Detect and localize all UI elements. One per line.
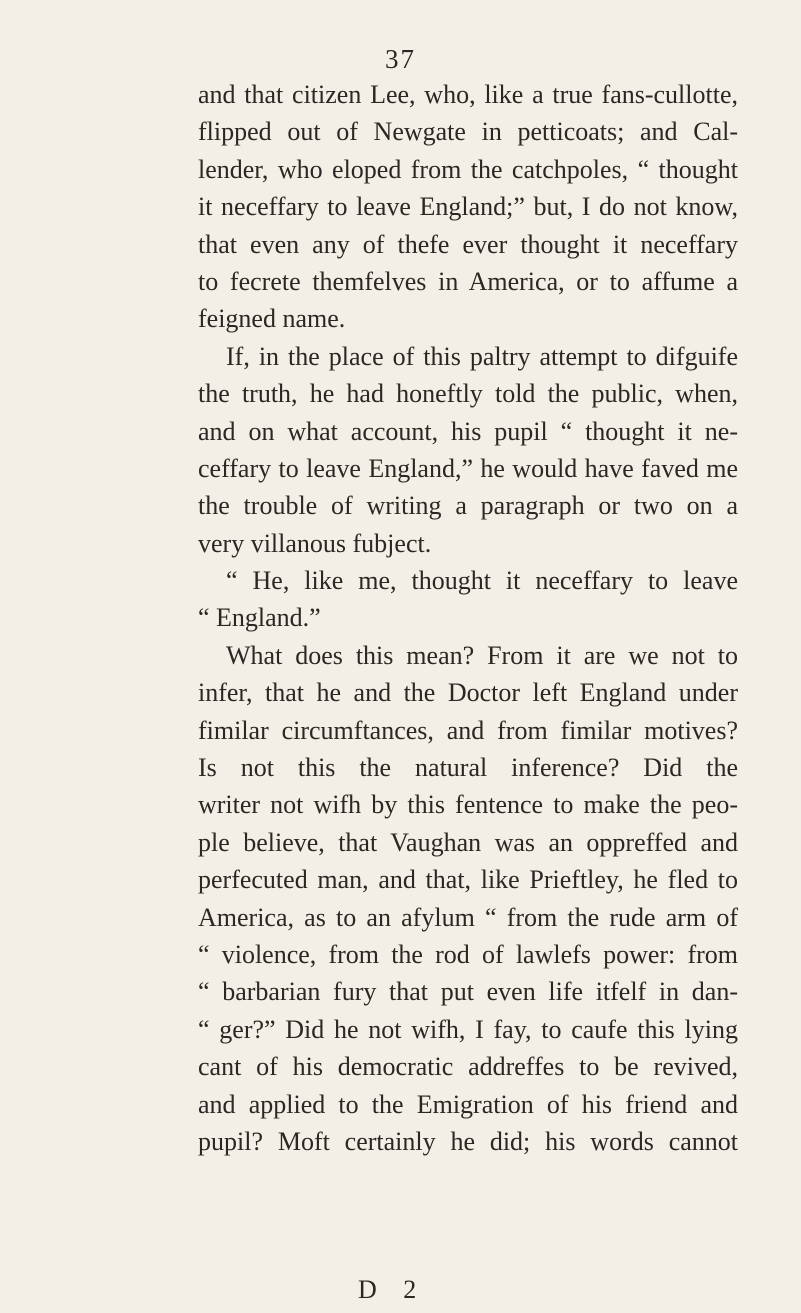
text-line: perfecuted man, and that, like Prieftley, he fled to bbox=[198, 865, 738, 895]
text-line: that even any of thefe ever thought it neceffary bbox=[198, 229, 738, 259]
paragraph bbox=[198, 76, 738, 338]
text-line: the truth, he had honeftly told the public, when, bbox=[198, 379, 738, 409]
text-line: and that citizen Lee, who, like a true fans-cullotte, bbox=[198, 80, 738, 109]
text-line: What does this mean? From it are we not to bbox=[226, 640, 738, 670]
text-line: “ barbarian fury that put even life itfelf in dan- bbox=[198, 977, 738, 1007]
text-line: feigned name. bbox=[198, 304, 346, 334]
paragraph bbox=[198, 637, 738, 1160]
text-line: flipped out of Newgate in petticoats; and Cal- bbox=[198, 117, 738, 147]
text-line: If, in the place of this paltry attempt to difguife bbox=[226, 341, 738, 371]
text-line: “ violence, from the rod of lawlefs power: from bbox=[198, 939, 738, 969]
text-line: fimilar circumftances, and from fimilar motives? bbox=[198, 715, 738, 745]
text-line: ple believe, that Vaughan was an oppreffed and bbox=[198, 827, 738, 857]
text-line: ceffary to leave England,” he would have faved me bbox=[198, 453, 738, 483]
text-line: pupil? Moft certainly he did; his words cannot bbox=[198, 1126, 738, 1156]
text-line: lender, who eloped from the catchpoles, “ thought bbox=[198, 154, 738, 184]
text-line: the trouble of writing a paragraph or two on a bbox=[198, 491, 738, 521]
text-line: very villanous fubject. bbox=[198, 528, 432, 558]
text-line: and applied to the Emigration of his friend and bbox=[198, 1089, 738, 1119]
text-line: to fecrete themfelves in America, or to affume a bbox=[198, 266, 738, 296]
text-line: it neceffary to leave England;” but, I do not know, bbox=[198, 192, 738, 222]
page-number: 37 bbox=[385, 44, 416, 74]
text-line: “ England.” bbox=[198, 603, 321, 633]
text-line: and on what account, his pupil “ thought it ne- bbox=[198, 416, 738, 446]
text-line: writer not wifh by this fentence to make the peo- bbox=[198, 790, 738, 820]
body-text bbox=[198, 76, 738, 1160]
paragraph bbox=[198, 562, 738, 637]
text-line: Is not this the natural inference? Did the bbox=[198, 753, 738, 783]
text-line: cant of his democratic addreffes to be revived, bbox=[198, 1052, 738, 1082]
text-line: America, as to an afylum “ from the rude arm of bbox=[198, 902, 738, 932]
signature-mark: D 2 bbox=[358, 1275, 427, 1304]
text-line: “ He, like me, thought it neceffary to leave bbox=[226, 566, 738, 596]
text-line: infer, that he and the Doctor left England under bbox=[198, 678, 738, 708]
paragraph bbox=[198, 338, 738, 562]
text-line: “ ger?” Did he not wifh, I fay, to caufe this lying bbox=[198, 1014, 738, 1044]
